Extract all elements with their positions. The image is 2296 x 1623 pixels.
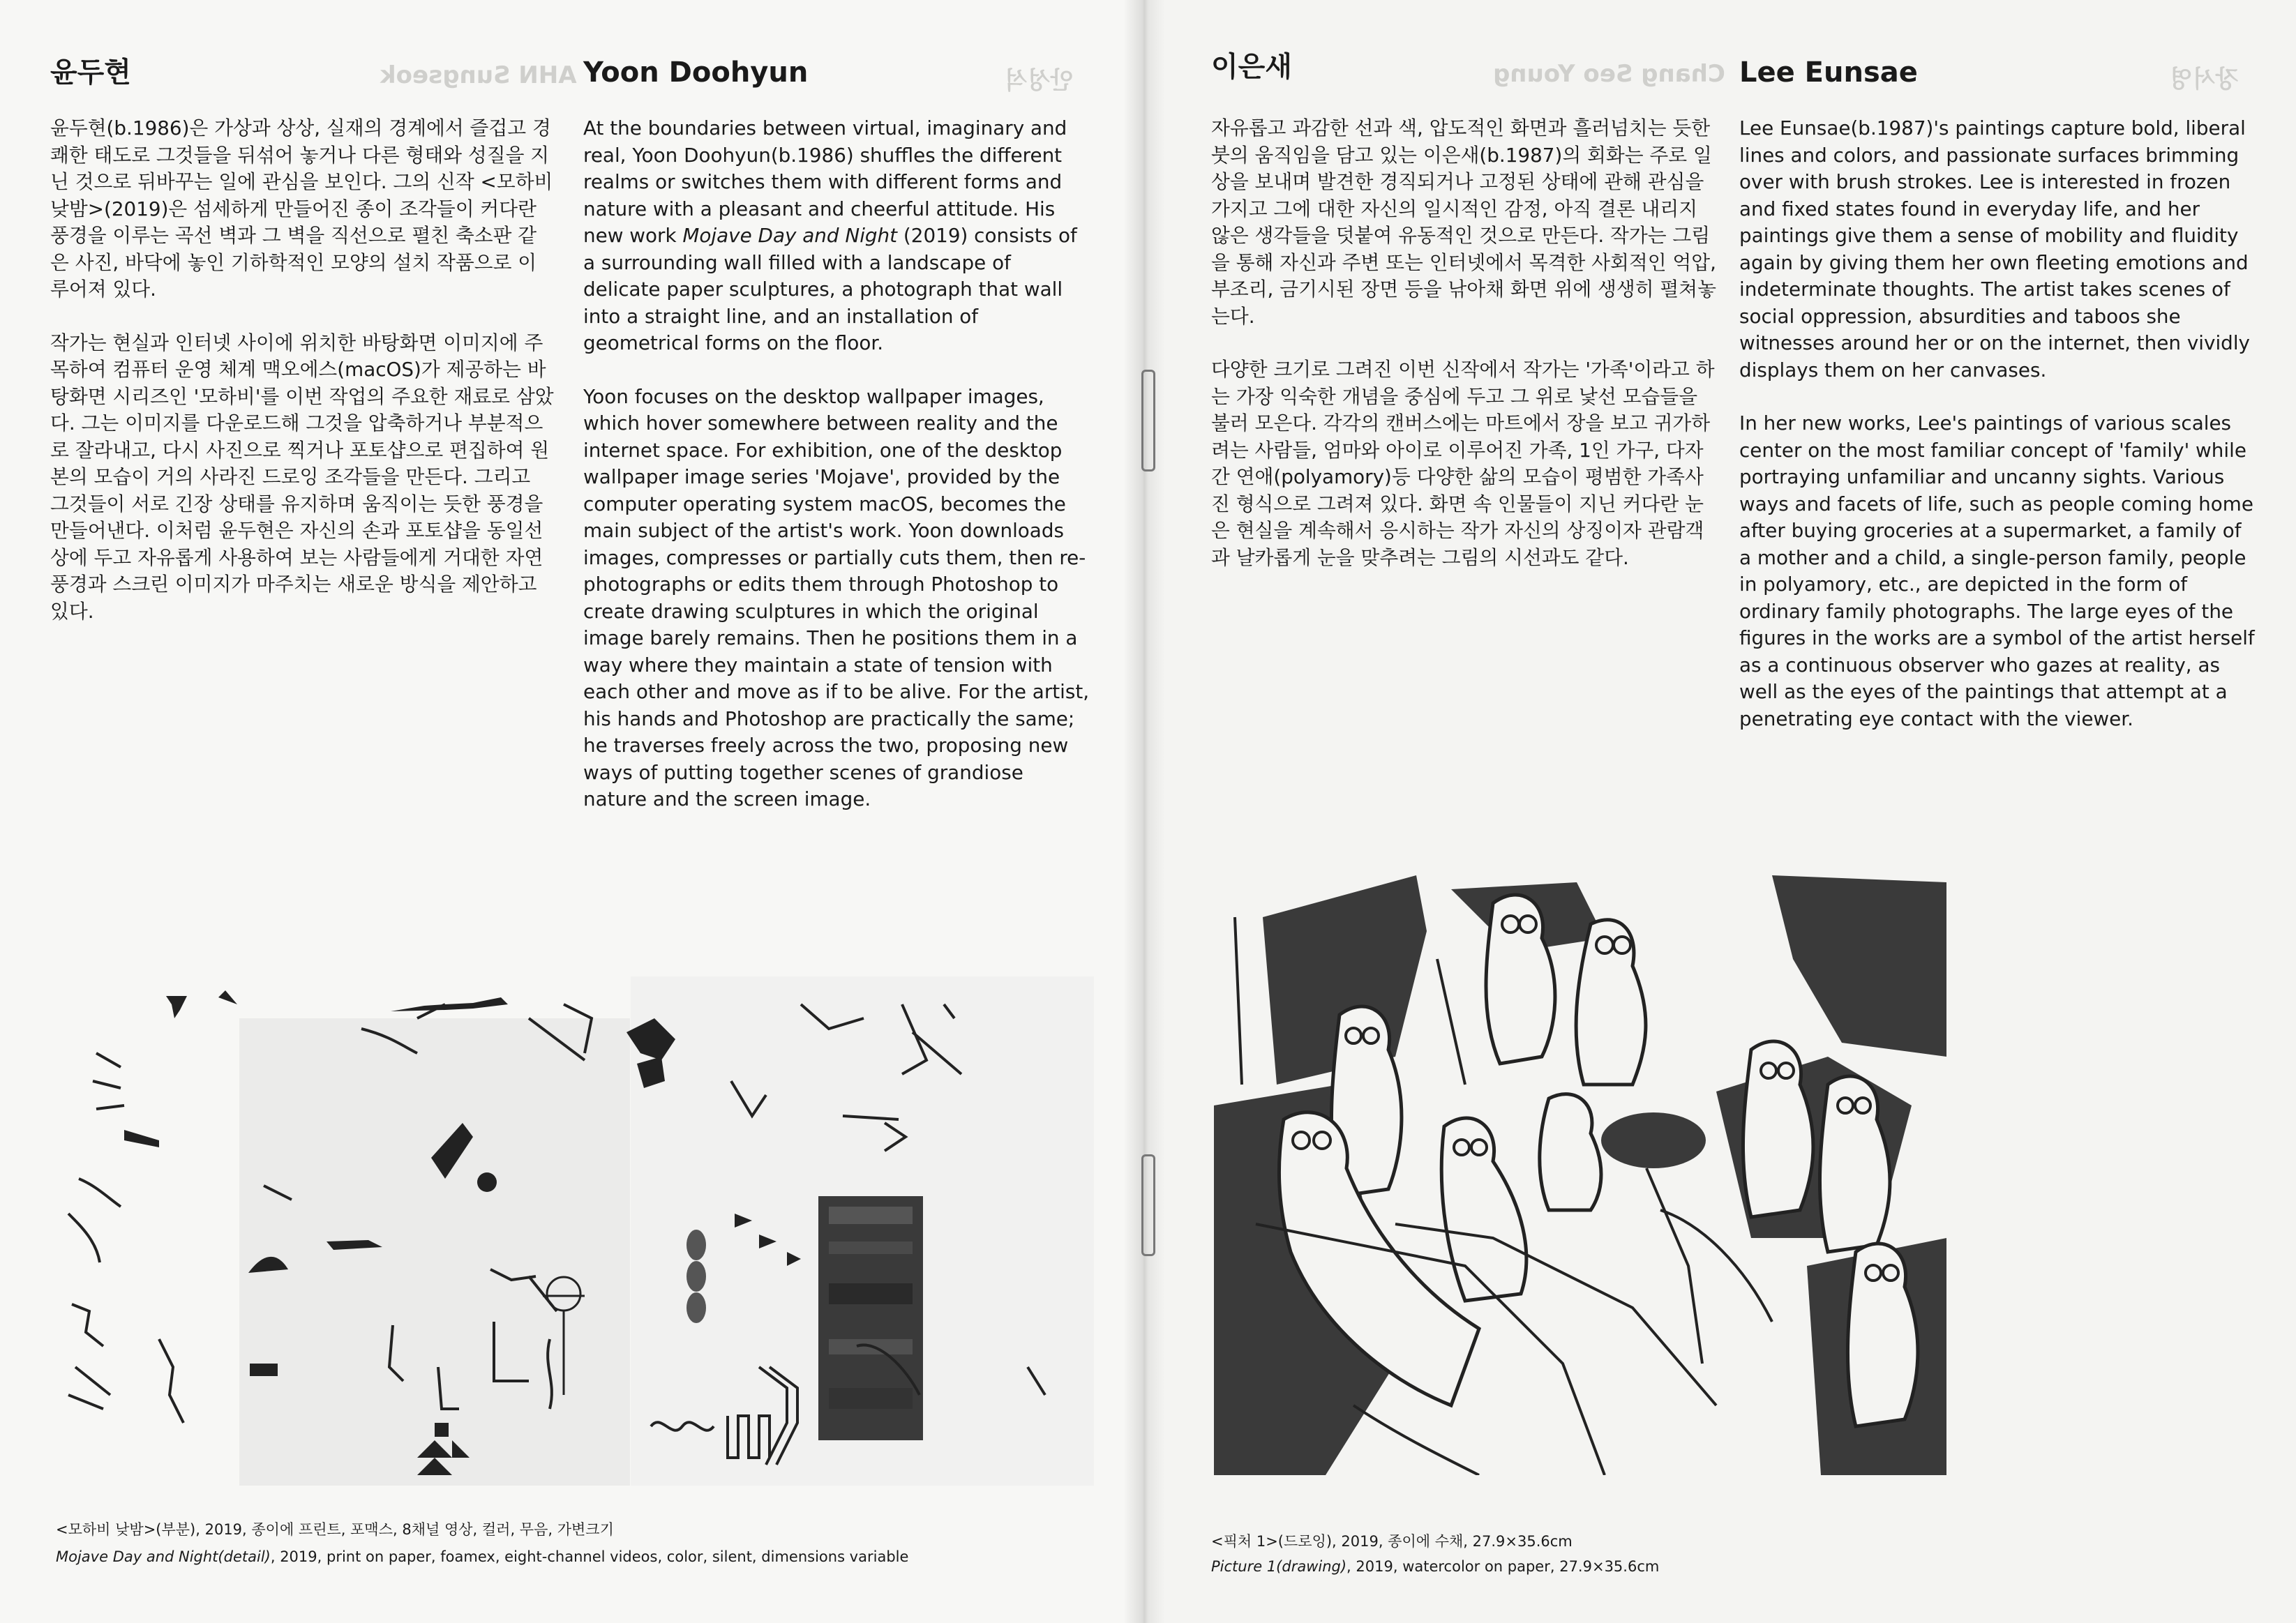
artwork-title: Mojave Day and Night — [682, 224, 898, 247]
artist-description-en — [1739, 115, 2256, 732]
artwork-caption-en: Picture 1(drawing), 2019, watercolor on paper, 27.9×35.6cm — [1211, 1558, 1660, 1575]
artist-description-en — [583, 115, 1093, 813]
artist-name-en: Yoon Doohyun — [583, 56, 809, 89]
artwork-image-picture-1 — [1214, 875, 1946, 1475]
artwork-image-mojave — [54, 976, 1094, 1486]
bleed-through-name-en: Chang Seo Young — [1493, 60, 1725, 88]
bleed-through-name-kr: 안성석 — [1005, 67, 1074, 95]
artwork-caption-kr: <픽처 1>(드로잉), 2019, 종이에 수채, 27.9×35.6cm — [1211, 1533, 1573, 1550]
paragraph-kr: 자유롭고 과감한 선과 색, 압도적인 화면과 흘러넘치는 듯한 붓의 움직임을 담고 있는 이은새(b.1987)의 회화는 주로 일상을 보내며 발견한 경직되거나 고정된 상태에 관해 관심을 가지고 그에 대한 자신의 일시적인 감정, 아직 결론 내리지 않은 생각들을 덧붙여 유동적인 것으로 만든다. 작가는 그림을 통해 자신과 주변 또는 인터넷에서 목격한 사회적인 억압, 부조리, 금기시된 장면 등을 낚아채 화면 위에 생생히 펼쳐놓는다. — [1211, 116, 1716, 328]
book-gutter — [1123, 0, 1165, 1623]
paragraph-en: Lee Eunsae(b.1987)'s paintings capture bold, liberal lines and colors, and passionate surfaces brimming over with brush strokes. Lee is interested in frozen and fixed states found in everyday life, and her paintings give them a sense of mobility and fluidity again by giving them her own fleeting emotions and indeterminate thoughts. The artist takes scenes of social oppression, absurdities and taboos she witnesses around her or on the internet, then vividly displays them on her canvases. — [1739, 116, 2251, 382]
paragraph-kr: 작가는 현실과 인터넷 사이에 위치한 바탕화면 이미지에 주목하여 컴퓨터 운영 체계 맥오에스(macOS)가 제공하는 바탕화면 시리즈인 '모하비'를 이번 작업의 주요한 재료로 삼았다. 그는 이미지를 다운로드해 그것을 압축하거나 부분적으로 잘라내고, 다시 사진으로 찍거나 포토샵으로 편집하여 원본의 모습이 거의 사라진 드로잉 조각들을 만든다. 그리고 그것들이 서로 긴장 상태를 유지하며 움직이는 듯한 풍경을 만들어낸다. 이처럼 윤두현은 자신의 손과 포토샵을 동일선상에 두고 자유롭게 사용하여 보는 사람들에게 거대한 자연 풍경과 스크린 이미지가 마주치는 새로운 방식을 제안하고 있다. — [50, 331, 554, 623]
artist-name-kr: 이은새 — [1211, 51, 1292, 83]
paragraph-en: In her new works, Lee's paintings of various scales center on the most familiar concept of 'family' while portraying unfamiliar and uncanny sights. Various ways and facets of life, such as people coming home after buying groceries at a supermarket, a family of a mother and a child, a single-person family, people in polyamory, etc., are depicted in the form of ordinary family photographs. The large eyes of the figures in the works are a symbol of the artist herself as a continuous observer who gazes at reality, as well as the eyes of the paintings that attempt at a penetrating eye contact with the viewer. — [1739, 412, 2255, 730]
artist-description-kr — [1211, 115, 1720, 571]
left-page — [0, 0, 1144, 1623]
paragraph-kr: 다양한 크기로 그려진 이번 신작에서 작가는 '가족'이라고 하는 가장 익숙한 개념을 중심에 두고 그 위로 낯선 모습들을 불러 모은다. 각각의 캔버스에는 마트에서 장을 보고 귀가하려는 사람들, 엄마와 아이로 이루어진 가족, 1인 가구, 다자간 연애(polyamory)등 다양한 삶의 모습이 평범한 가족사진 형식으로 그려져 있다. 화면 속 인물들이 지닌 커다란 눈은 현실을 계속해서 응시하는 작가 자신의 상징이자 관람객과 날카롭게 눈을 맞추려는 그림의 시선과도 같다. — [1211, 358, 1715, 569]
staple — [1141, 370, 1155, 471]
artwork-caption-en: Mojave Day and Night(detail), 2019, print on paper, foamex, eight-channel videos, color, silent, dimensions variable — [56, 1548, 909, 1565]
paragraph-kr: 윤두현(b.1986)은 가상과 상상, 실재의 경계에서 즐겁고 경쾌한 태도로 그것들을 뒤섞어 놓거나 다른 형태와 성질을 지닌 것으로 뒤바꾸는 일에 관심을 보인다. 그의 신작 <모하비 낮밤>(2019)은 섬세하게 만들어진 종이 조각들이 커다란 풍경을 이루는 곡선 벽과 그 벽을 직선으로 펼친 축소판 같은 사진, 바닥에 놓인 기하학적인 모양의 설치 작품으로 이루어져 있다. — [50, 116, 553, 301]
paragraph-en: At the boundaries between virtual, imaginary and real, Yoon Doohyun(b.1986) shuffles the different realms or switches them with different forms and nature with a pleasant and cheerful attitude. His new work Mojave Day and Night (2019) consists of a surrounding wall filled with a landscape of delicate paper sculptures, a photograph that wall into a straight line, and an installation of geometrical forms on the floor. — [583, 116, 1077, 354]
staple — [1141, 1154, 1155, 1256]
artwork-caption-kr: <모하비 낮밤>(부분), 2019, 종이에 프린트, 포맥스, 8채널 영상, 컬러, 무음, 가변크기 — [56, 1521, 614, 1538]
bleed-through-name-en: AHN Sungseok — [380, 61, 577, 89]
artist-name-en: Lee Eunsae — [1739, 56, 1918, 89]
paragraph-en: Yoon focuses on the desktop wallpaper images, which hover somewhere between reality and the internet space. For exhibition, one of the desktop wallpaper image series 'Mojave', provided by the computer operating system macOS, becomes the main subject of the artist's work. Yoon downloads images, compresses or partially cuts them, then re-photographs or edits them through Photoshop to create drawing sculptures in which the original image barely remains. Then he positions them in a way where they maintain a state of tension with each other and move as if to be alive. For the artist, his hands and Photoshop are practically the same; he traverses freely across the two, proposing new ways of putting together scenes of grandiose nature and the screen image. — [583, 384, 1090, 810]
artist-description-kr — [50, 115, 554, 625]
artist-name-kr: 윤두현 — [50, 56, 131, 89]
right-page — [1144, 0, 2296, 1623]
bleed-through-name-kr: 장서영 — [2170, 66, 2239, 93]
